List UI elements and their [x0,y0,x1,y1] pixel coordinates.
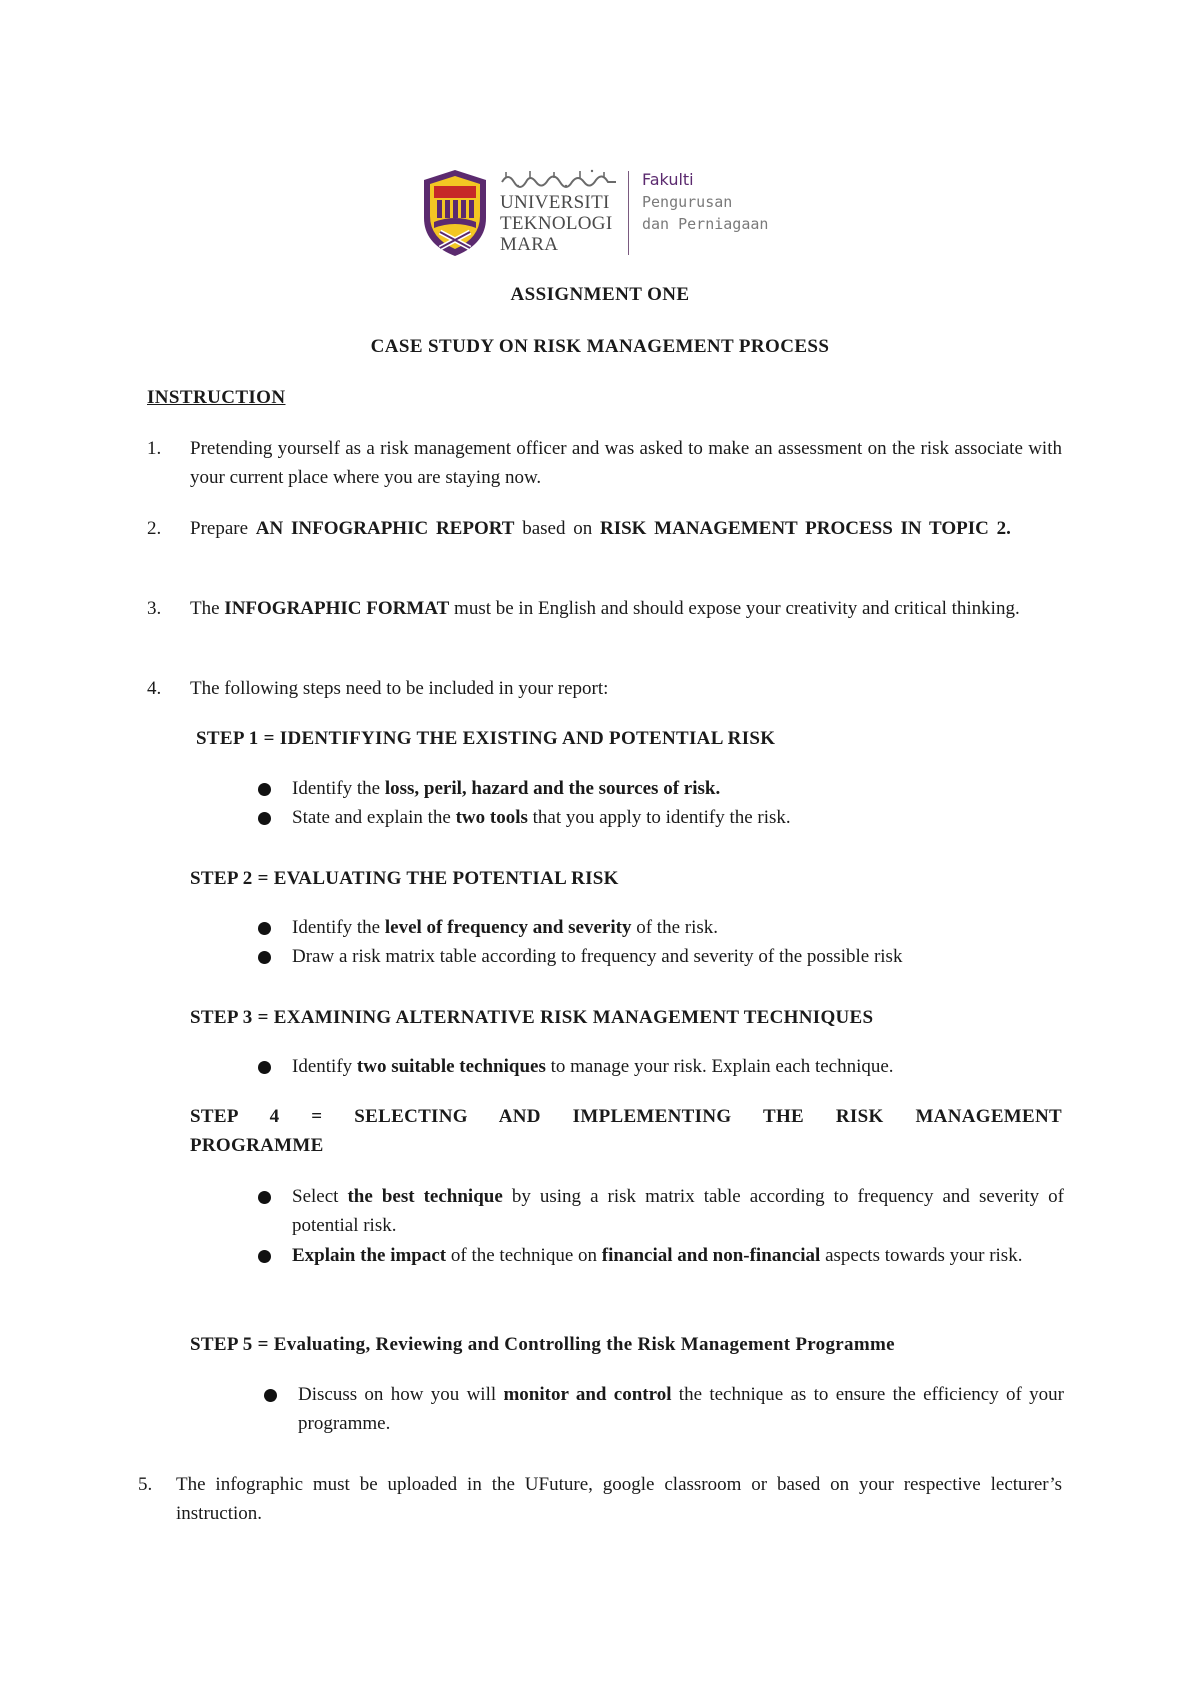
university-name-line2: TEKNOLOGI [500,213,613,234]
logo-divider [628,171,629,255]
step-2-title: STEP 2 = EVALUATING THE POTENTIAL RISK [190,868,619,889]
assignment-title: ASSIGNMENT ONE [510,284,690,305]
step-4-bullet-1 [258,1182,1064,1240]
instruction-item-2 [147,514,1062,543]
instruction-item-3 [147,594,1062,623]
item-text: Prepare AN INFOGRAPHIC REPORT based on RISK MANAGEMENT PROCESS IN TOPIC 2. [190,518,1011,539]
step-3-bullet-1 [258,1052,1064,1081]
step-2-bullet-1 [258,913,1064,942]
faculty-name-line2: Pengurusan [642,193,733,211]
instruction-item-5 [138,1470,1062,1528]
bullet-dot [264,1389,277,1402]
item-number: 2. [147,518,162,539]
bullet-dot [258,1191,271,1204]
step-1-bullet-1 [258,774,1064,803]
jawi-script-icon [500,168,618,188]
item-number: 1. [147,438,162,459]
faculty-name-line3: dan Perniagaan [642,215,769,233]
item-text: Pretending yourself as a risk management officer and was asked to make an assessment on the risk associate with your current place where you are staying now. [190,438,1062,488]
item-number: 5. [138,1474,153,1495]
bullet-dot [258,812,271,825]
bullet-dot [258,1061,271,1074]
bullet-text: Identify two suitable techniques to manage your risk. Explain each technique. [292,1056,894,1077]
bullet-text: Identify the level of frequency and severity of the risk. [292,917,719,938]
bullet-dot [258,1250,271,1263]
step-1-bullet-2 [258,803,1064,832]
uitm-crest-icon [420,168,490,258]
item-number: 4. [147,678,162,699]
bullet-text: Identify the loss, peril, hazard and the sources of risk. [292,778,721,799]
step-2-bullet-2 [258,942,1064,971]
item-text: The following steps need to be included in your report: [190,678,609,699]
case-study-title: CASE STUDY ON RISK MANAGEMENT PROCESS [370,336,830,357]
bullet-dot [258,951,271,964]
bullet-text: State and explain the two tools that you apply to identify the risk. [292,807,791,828]
university-name-line3: MARA [500,234,559,255]
step-5-bullet-1 [264,1380,1064,1438]
step-4-bullet-2 [258,1241,1064,1270]
bullet-text: Select the best technique by using a risk matrix table according to frequency and severity of potential risk. [292,1186,1064,1236]
university-name-line1: UNIVERSITI [500,192,610,213]
bullet-dot [258,783,271,796]
bullet-text: Discuss on how you will monitor and control the technique as to ensure the efficiency of your programme. [298,1384,1064,1434]
uitm-logo [420,168,790,258]
step-5-title: STEP 5 = Evaluating, Reviewing and Controlling the Risk Management Programme [190,1334,895,1355]
bullet-text: Explain the impact of the technique on financial and non-financial aspects towards your risk. [292,1245,1023,1266]
step-3-title: STEP 3 = EXAMINING ALTERNATIVE RISK MANAGEMENT TECHNIQUES [190,1007,874,1028]
bullet-text: Draw a risk matrix table according to frequency and severity of the possible risk [292,946,903,967]
instruction-item-4 [147,674,1062,703]
step-4-title: STEP 4 = SELECTING AND IMPLEMENTING THE RISK MANAGEMENT PROGRAMME [190,1106,1062,1156]
instruction-item-1 [147,434,1062,492]
step-1-title: STEP 1 = IDENTIFYING THE EXISTING AND POTENTIAL RISK [196,728,776,749]
item-text: The INFOGRAPHIC FORMAT must be in English and should expose your creativity and critical thinking. [190,598,1020,619]
university-name [500,168,620,258]
item-number: 3. [147,598,162,619]
instruction-heading: INSTRUCTION [147,387,286,408]
faculty-name-line1: Fakulti [642,170,694,189]
item-text: The infographic must be uploaded in the UFuture, google classroom or based on your respective lecturer’s instruction. [176,1474,1062,1524]
bullet-dot [258,922,271,935]
